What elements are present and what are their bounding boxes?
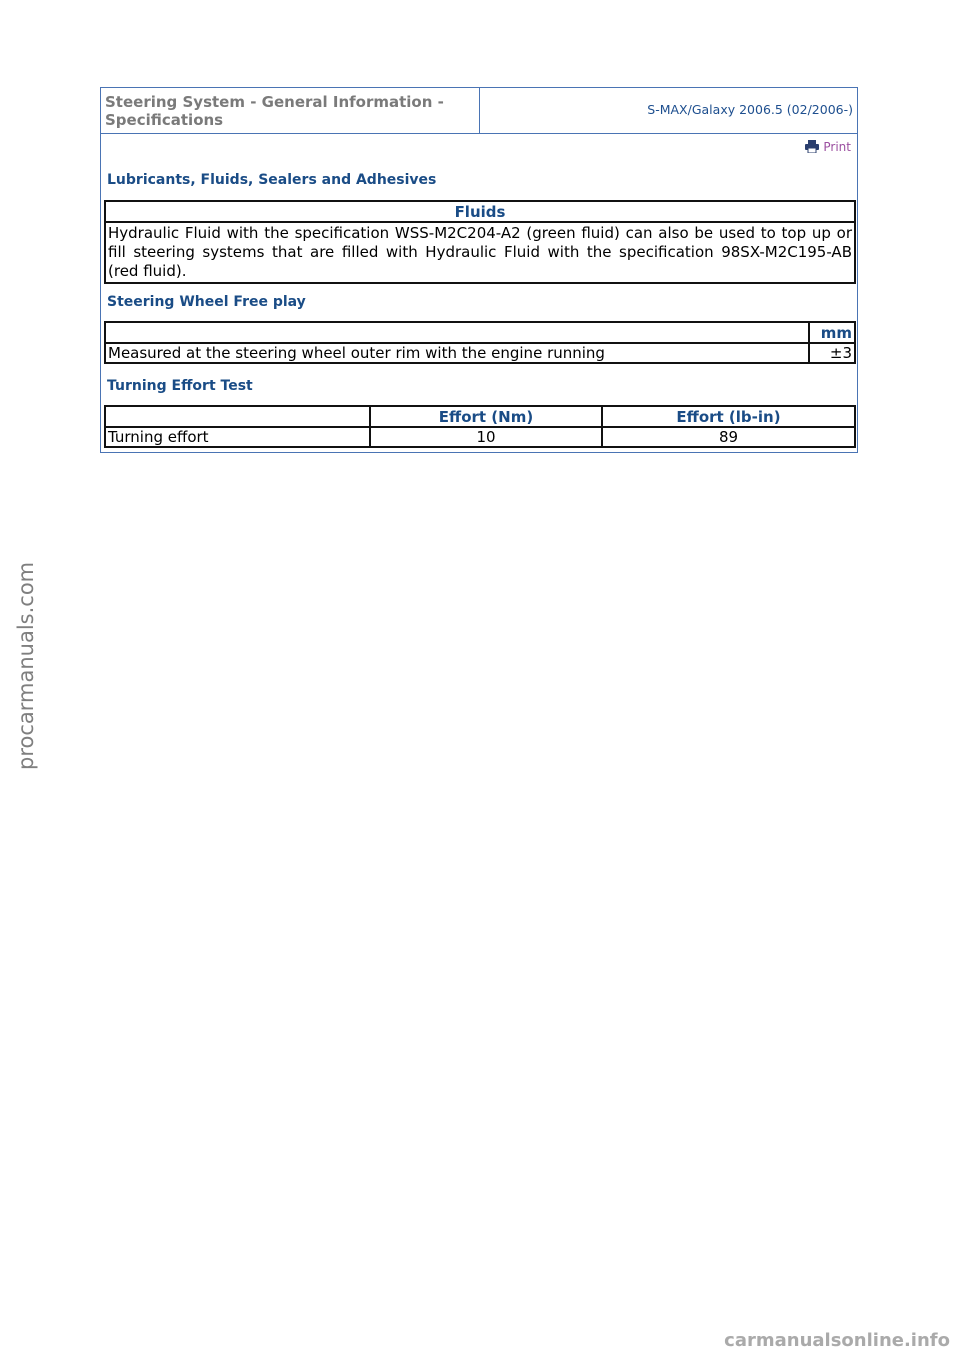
table-row <box>105 427 855 447</box>
table-row <box>105 322 855 343</box>
free-play-unit-header: mm <box>809 322 855 343</box>
free-play-blank-header <box>105 322 809 343</box>
free-play-table <box>104 321 856 364</box>
watermark-carmanualsonline: carmanualsonline.info <box>724 1330 950 1351</box>
watermark-procarmanuals: procarmanuals.com <box>14 561 38 770</box>
table-row <box>105 406 855 427</box>
table-row <box>105 343 855 363</box>
free-play-row-label: Measured at the steering wheel outer rim with the engine running <box>105 343 809 363</box>
turning-effort-table <box>104 405 856 448</box>
fluids-column-header: Fluids <box>105 201 855 222</box>
free-play-section-title: Steering Wheel Free play <box>107 294 306 310</box>
page-title: Steering System - General Information - Specifications <box>101 88 480 133</box>
turning-effort-lbin-value: 89 <box>602 427 855 447</box>
turning-effort-row-label: Turning effort <box>105 427 370 447</box>
print-link[interactable] <box>805 140 851 154</box>
fluids-section-title: Lubricants, Fluids, Sealers and Adhesives <box>107 172 437 188</box>
print-label: Print <box>823 140 851 154</box>
header-row <box>101 88 857 134</box>
table-row <box>105 222 855 283</box>
model-label: S-MAX/Galaxy 2006.5 (02/2006-) <box>647 102 853 117</box>
turning-effort-section-title: Turning Effort Test <box>107 378 253 394</box>
fluids-table <box>104 200 856 284</box>
turning-effort-nm-value: 10 <box>370 427 602 447</box>
effort-nm-header: Effort (Nm) <box>370 406 602 427</box>
printer-icon <box>805 140 819 153</box>
fluids-text: Hydraulic Fluid with the specification WSS-M2C204-A2 (green fluid) can also be used to top up or fill steering systems that are filled with Hydraulic Fluid with the specification 98SX-M2C195-AB (red fluid). <box>105 222 855 283</box>
print-row <box>101 134 857 158</box>
turning-effort-blank-header <box>105 406 370 427</box>
effort-lbin-header: Effort (lb-in) <box>602 406 855 427</box>
free-play-row-value: ±3 <box>809 343 855 363</box>
table-row <box>105 201 855 222</box>
spec-page-frame <box>100 87 858 453</box>
